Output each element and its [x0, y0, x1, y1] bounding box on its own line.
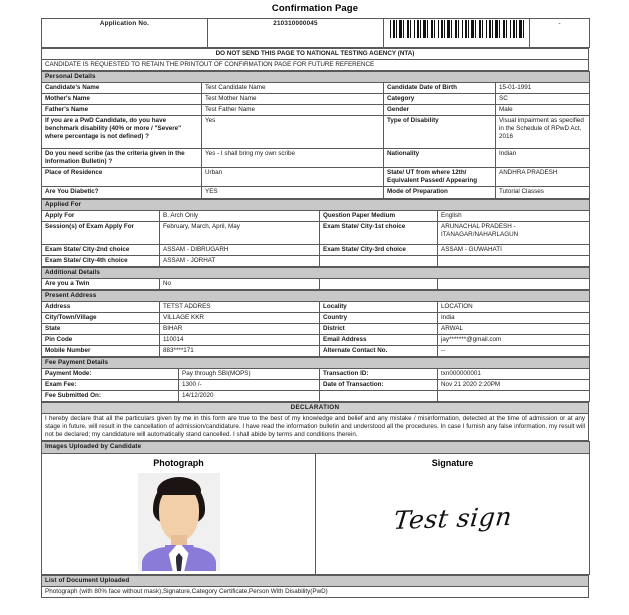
field-value: Indian — [496, 149, 590, 168]
field-label: Mode of Preparation — [384, 187, 496, 198]
field-value: Yes — [202, 116, 384, 149]
documents-row — [42, 586, 589, 597]
table-row — [42, 116, 590, 149]
field-value: jay*******@gmail.com — [438, 334, 590, 345]
table-row — [42, 83, 590, 94]
field-value: txn000000001 — [438, 369, 590, 380]
field-value: No — [160, 278, 320, 289]
field-label: Category — [384, 94, 496, 105]
field-value: Nov 21 2020 2:20PM — [438, 380, 590, 391]
field-label: Pin Code — [42, 334, 160, 345]
field-value: Pay through SBI(MOPS) — [179, 369, 320, 380]
field-value — [438, 255, 590, 266]
signature-cell — [316, 453, 590, 574]
field-label: City/Town/Village — [42, 312, 160, 323]
field-label: Type of Disability — [384, 116, 496, 149]
table-row — [42, 94, 590, 105]
section-title: List of Document Uploaded — [42, 575, 589, 586]
application-no-label: Application No. — [42, 19, 208, 48]
field-label — [320, 255, 438, 266]
field-label: Locality — [320, 301, 438, 312]
field-value: Visual impairment as specified in the Schedule of RPwD Act, 2016 — [496, 116, 590, 149]
retain-row — [42, 60, 589, 71]
field-value: 110014 — [160, 334, 320, 345]
field-label: Father's Name — [42, 105, 202, 116]
table-row — [42, 221, 590, 244]
field-label: Mother's Name — [42, 94, 202, 105]
field-label: Question Paper Medium — [320, 210, 438, 221]
field-label: Email Address — [320, 334, 438, 345]
fee-payment-table — [41, 357, 590, 402]
section-header-fee-payment — [42, 358, 590, 369]
table-row — [42, 255, 590, 266]
field-label: District — [320, 323, 438, 334]
field-value: 1300 /- — [179, 380, 320, 391]
applied-for-table — [41, 199, 590, 267]
table-row — [42, 334, 590, 345]
field-label: Are You Diabetic? — [42, 187, 202, 198]
field-label: Date of Transaction: — [320, 380, 438, 391]
field-label: Are you a Twin — [42, 278, 160, 289]
table-row — [42, 187, 590, 198]
field-label: Country — [320, 312, 438, 323]
table-row — [42, 346, 590, 357]
field-label: Exam Fee: — [42, 380, 179, 391]
field-value: SC — [496, 94, 590, 105]
images-row — [42, 453, 590, 574]
field-value: 883****171 — [160, 346, 320, 357]
field-label: Fee Submitted On: — [42, 391, 179, 402]
section-title: Additional Details — [42, 267, 590, 278]
field-value: English — [438, 210, 590, 221]
table-row — [42, 149, 590, 168]
application-header-table — [41, 18, 590, 48]
field-label: Exam State/ City-3rd choice — [320, 244, 438, 255]
signature-wrapper — [319, 469, 586, 569]
field-value: Male — [496, 105, 590, 116]
field-value: ASSAM - GUWAHATI — [438, 244, 590, 255]
notice-row — [42, 49, 589, 60]
field-value: India — [438, 312, 590, 323]
field-label: Exam State/ City-4th choice — [42, 255, 160, 266]
section-title: Applied For — [42, 199, 590, 210]
field-label: State/ UT from where 12th/ Equivalent Passed/ Appearing — [384, 168, 496, 187]
section-header-additional-details — [42, 267, 590, 278]
images-uploaded-table — [41, 441, 590, 574]
field-label: Transaction ID: — [320, 369, 438, 380]
candidate-photo-icon — [138, 473, 220, 571]
field-value: BIHAR — [160, 323, 320, 334]
field-label: Do you need scribe (as the criteria given in the Information Bulletin) ? — [42, 149, 202, 168]
retain-printout-note: CANDIDATE IS REQUESTED TO RETAIN THE PRINTOUT OF CONFIRMATION PAGE FOR FUTURE REFERENCE — [42, 60, 589, 71]
declaration-table — [41, 402, 589, 441]
documents-list-text: Photograph (with 80% face without mask),Signature,Category Certificate,Person With Disability(PwD) — [42, 586, 589, 597]
table-row — [42, 244, 590, 255]
table-row — [42, 105, 590, 116]
barcode-icon — [390, 20, 524, 38]
present-address-table — [41, 290, 590, 357]
application-no-value: 210310000045 — [208, 19, 384, 48]
table-row — [42, 210, 590, 221]
section-header-documents — [42, 575, 589, 586]
field-value: YES — [202, 187, 384, 198]
table-row — [42, 323, 590, 334]
declaration-body-row — [42, 414, 589, 441]
additional-details-table — [41, 267, 590, 290]
field-value: ASSAM - JORHAT — [160, 255, 320, 266]
section-title: Fee Payment Details — [42, 358, 590, 369]
field-value: ARWAL — [438, 323, 590, 334]
field-label: Alternate Contact No. — [320, 346, 438, 357]
section-header-images-uploaded — [42, 442, 590, 453]
table-row — [42, 369, 590, 380]
declaration-text: I hereby declare that all the particulars given by me in this form are true to the best of my knowledge and belief and any mistake / misinformation, detected at the time of admission or at any stage in future, will result in the cancellation of admission/candidature. I have read the information bulletin and understood all the procedures. In case I furnish any false information, my result will not be declared; my candidature will automatically stand cancelled. I shall abide by terms and conditions therein. — [42, 414, 589, 441]
field-value: February, March, April, May — [160, 221, 320, 244]
field-value: 15-01-1991 — [496, 83, 590, 94]
field-value: ANDHRA PRADESH — [496, 168, 590, 187]
field-value: TETST ADDRES — [160, 301, 320, 312]
field-label: If you are a PwD Candidate, do you have benchmark disability (40% or more / "Severe" where percentage is not defined) ? — [42, 116, 202, 149]
signature-image: Test sign — [391, 501, 514, 536]
barcode-cell — [384, 19, 530, 48]
table-row — [42, 391, 590, 402]
field-label: Apply For — [42, 210, 160, 221]
photograph-label: Photograph — [153, 457, 204, 468]
field-value: Tutorial Classes — [496, 187, 590, 198]
document-body — [41, 0, 589, 598]
field-value: -- — [438, 346, 590, 357]
field-label: Session(s) of Exam Apply For — [42, 221, 160, 244]
field-label: Nationality — [384, 149, 496, 168]
declaration-heading: DECLARATION — [42, 403, 589, 414]
declaration-header-row — [42, 403, 589, 414]
table-row — [42, 312, 590, 323]
field-value: ARUNACHAL PRADESH - ITANAGAR/NAHARLAGUN — [438, 221, 590, 244]
field-label: Payment Mode: — [42, 369, 179, 380]
field-label — [320, 278, 438, 289]
field-label — [320, 391, 438, 402]
application-no-row — [42, 19, 590, 48]
field-label: Exam State/ City-2nd choice — [42, 244, 160, 255]
field-value: Yes - I shall bring my own scribe — [202, 149, 384, 168]
photograph-cell — [42, 453, 316, 574]
field-label: Place of Residence — [42, 168, 202, 187]
field-value: Urban — [202, 168, 384, 187]
section-header-personal-details — [42, 72, 590, 83]
table-row — [42, 168, 590, 187]
field-label: Candidate Date of Birth — [384, 83, 496, 94]
header-extra-cell: - — [530, 19, 590, 48]
page-title: Confirmation Page — [271, 3, 359, 14]
table-row — [42, 380, 590, 391]
field-label: Exam State/ City-1st choice — [320, 221, 438, 244]
field-value: LOCATION — [438, 301, 590, 312]
table-row — [42, 301, 590, 312]
notice-table — [41, 48, 589, 71]
field-value: Test Candidate Name — [202, 83, 384, 94]
section-header-present-address — [42, 290, 590, 301]
field-value: 14/12/2020 — [179, 391, 320, 402]
section-title: Personal Details — [42, 72, 590, 83]
field-label: State — [42, 323, 160, 334]
section-header-applied-for — [42, 199, 590, 210]
field-label: Address — [42, 301, 160, 312]
signature-label: Signature — [431, 457, 474, 468]
field-label: Mobile Number — [42, 346, 160, 357]
photograph-wrapper — [45, 469, 312, 571]
documents-table — [41, 575, 589, 598]
section-title: Present Address — [42, 290, 590, 301]
field-label: Candidate's Name — [42, 83, 202, 94]
do-not-send-notice: DO NOT SEND THIS PAGE TO NATIONAL TESTING AGENCY (NTA) — [42, 49, 589, 60]
field-value: VILLAGE KKR — [160, 312, 320, 323]
field-label: Gender — [384, 105, 496, 116]
personal-details-table — [41, 71, 590, 198]
table-row — [42, 278, 590, 289]
field-value: ASSAM - DIBRUGARH — [160, 244, 320, 255]
section-title: Images Uploaded by Candidate — [42, 442, 590, 453]
field-value: B. Arch Only — [160, 210, 320, 221]
field-value: Test Mother Name — [202, 94, 384, 105]
field-value: Test Father Name — [202, 105, 384, 116]
field-value — [438, 391, 590, 402]
field-value — [438, 278, 590, 289]
